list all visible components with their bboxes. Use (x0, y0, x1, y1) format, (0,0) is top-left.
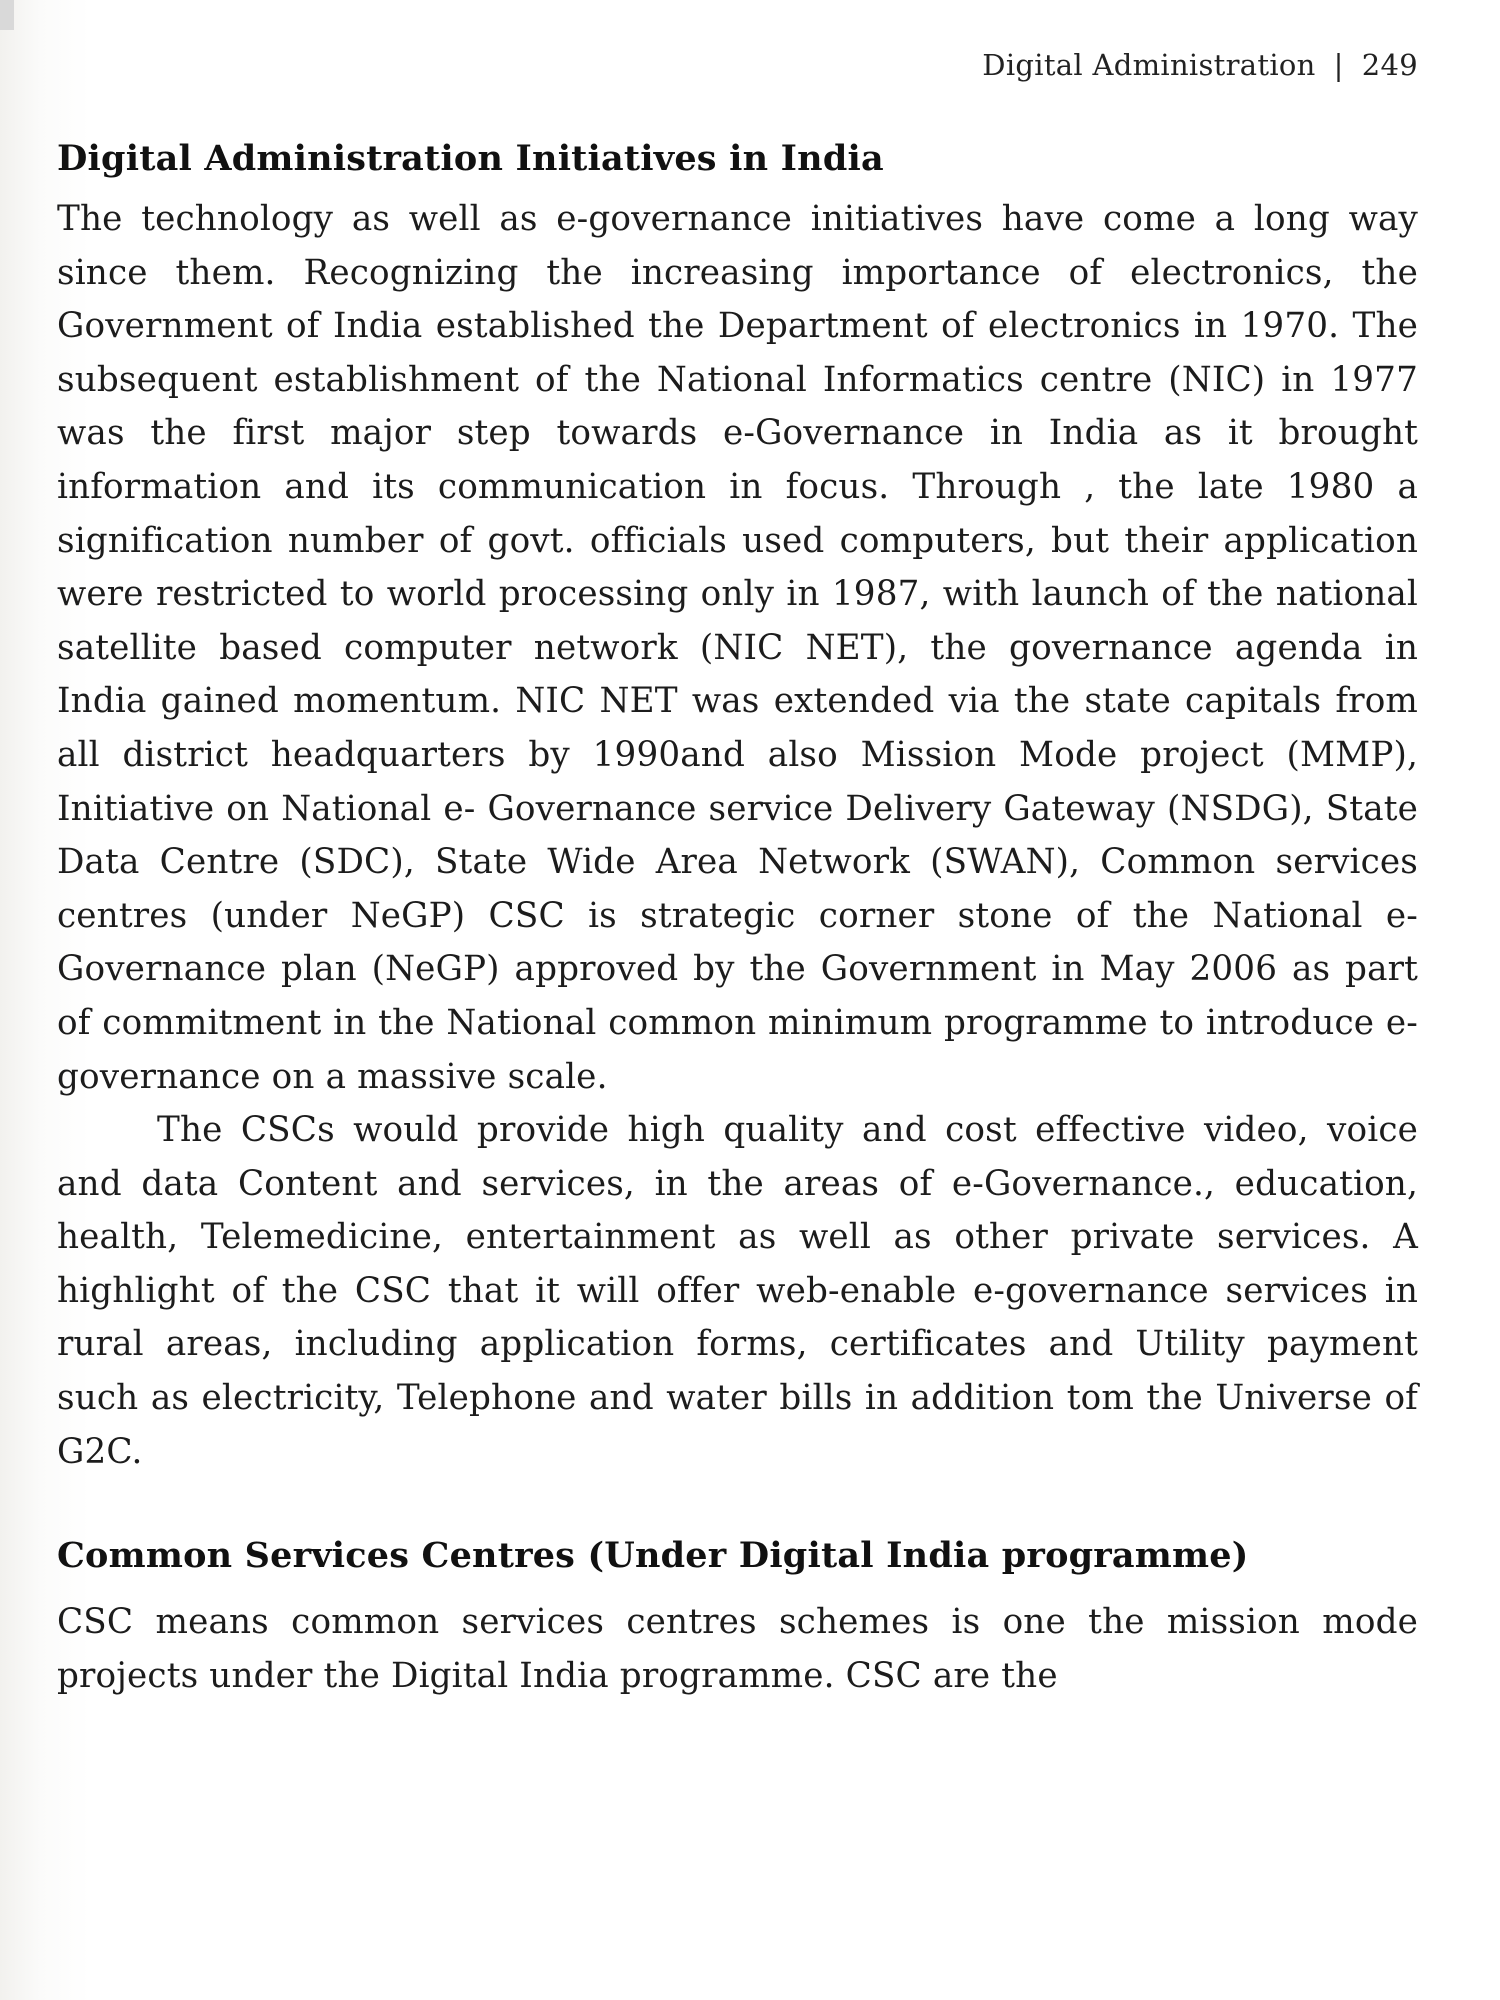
paragraph-csc-definition: CSC means common services centres schemes is one the mission mode projects under the Digital India programme. CSC are the (57, 1602, 1418, 1696)
running-header-separator: | (1333, 48, 1344, 82)
scan-corner-shade (0, 0, 14, 30)
page-body (57, 138, 1418, 1703)
running-header (982, 48, 1418, 82)
running-header-section: Digital Administration (982, 48, 1316, 82)
paragraph-csc-services: The CSCs would provide high quality and cost effective video, voice and data Content and services, in the areas of e-Governance., education, health, Telemedicine, entertainment as well as other private services. A highlight of the CSC that it will offer web-enable e-governance services in rural areas, including application forms, certificates and Utility payment such as electricity, Telephone and water bills in addition tom the Universe of G2C. (57, 1110, 1418, 1472)
section-heading-common-services-centres: Common Services Centres (Under Digital India programme) (57, 1535, 1249, 1577)
section-heading-digital-administration: Digital Administration Initiatives in India (57, 138, 884, 179)
paragraph-egovernance-history: The technology as well as e-governance initiatives have come a long way since them. Recognizing the increasing importance of electronics, the Government of India established the Department of electronics in 1970. The subsequent establishment of the National Informatics centre (NIC) in 1977 was the first major step towards e-Governance in India as it brought information and its communication in focus. Through , the late 1980 a signification number of govt. officials used computers, but their application were restricted to world processing only in 1987, with launch of the national satellite based computer network (NIC NET), the governance agenda in India gained momentum. NIC NET was extended via the state capitals from all district headquarters by 1990and also Mission Mode project (MMP), Initiative on National e- Governance service Delivery Gateway (NSDG), State Data Centre (SDC), State Wide Area Network (SWAN), Common services centres (under NeGP) CSC is strategic corner stone of the National e-Governance plan (NeGP) approved by the Government in May 2006 as part of commitment in the National common minimum programme to introduce e-governance on a massive scale. (57, 199, 1418, 1097)
page-number: 249 (1361, 48, 1418, 82)
